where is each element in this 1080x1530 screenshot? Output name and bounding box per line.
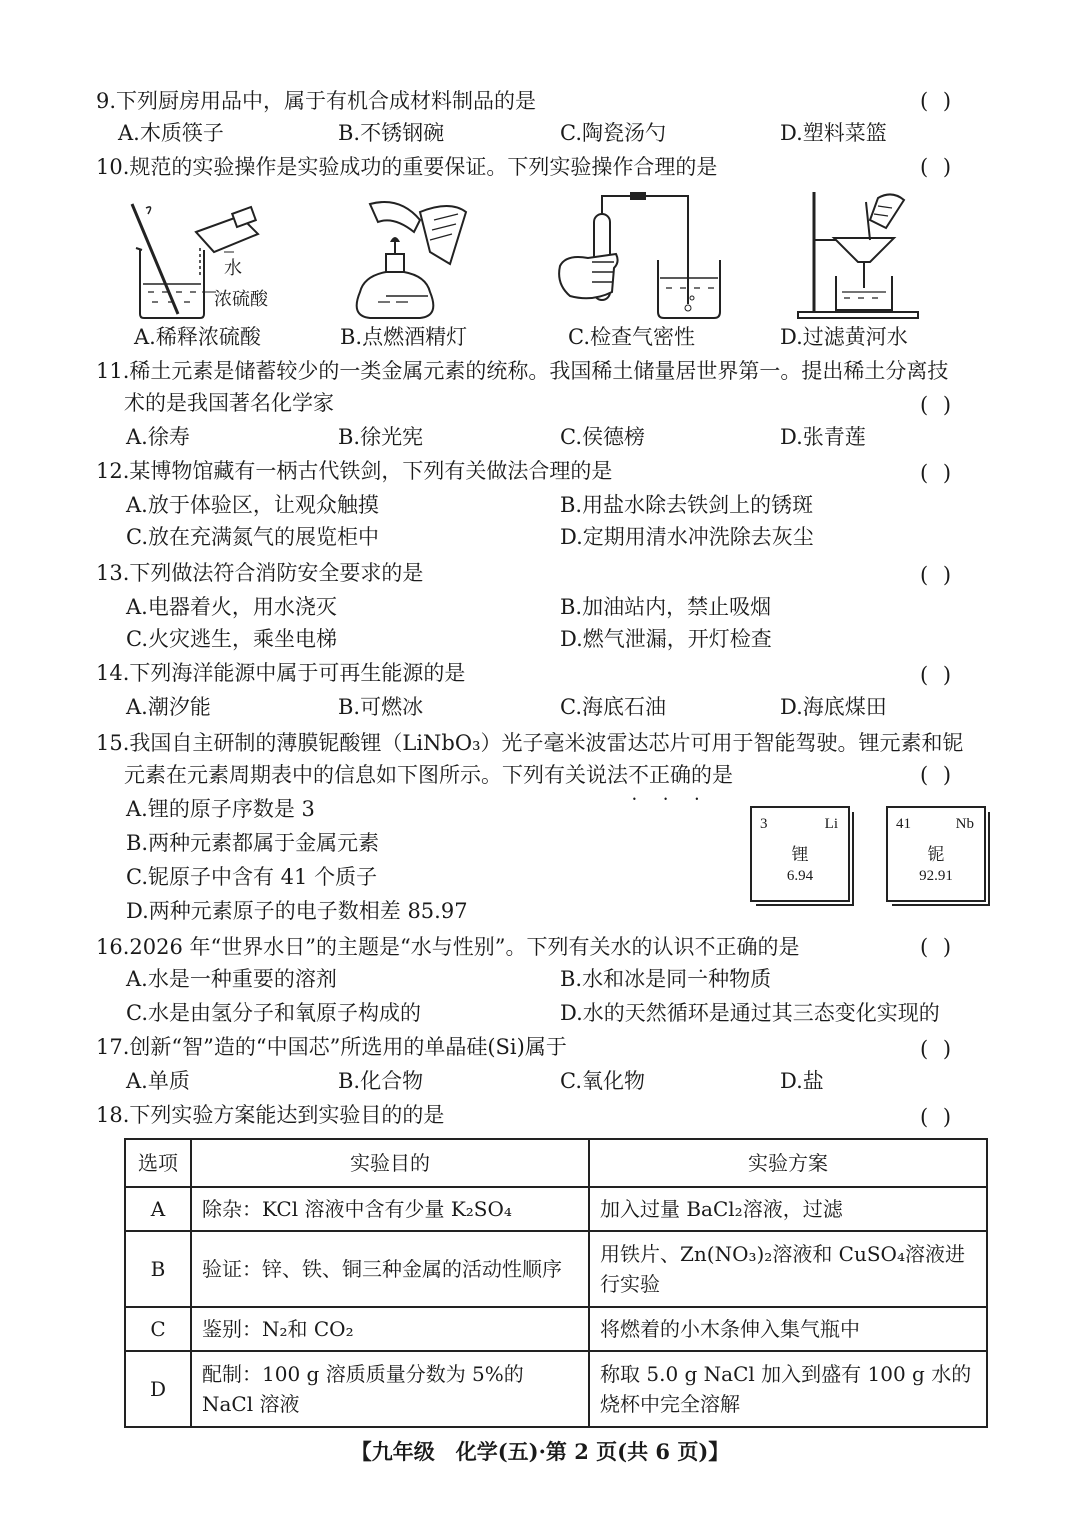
q12-option-d: D.定期用清水冲洗除去灰尘 [560,525,814,549]
q10-stem: 10.规范的实验操作是实验成功的重要保证。下列实验操作合理的是 [96,155,718,179]
q17-stem: 17.创新“智”造的“中国芯”所选用的单晶硅(Si)属于 [96,1035,567,1059]
element-card-nb [886,806,986,902]
q11-answer-paren: ( ) [920,393,956,417]
element-nb-number: 41 [896,816,911,832]
q17-option-b: B.化合物 [338,1069,424,1093]
q10-option-b: B.点燃酒精灯 [340,325,468,349]
q13-stem: 13.下列做法符合消防安全要求的是 [96,561,424,585]
q10-option-a: A.稀释浓硫酸 [134,325,261,349]
header-aim: 实验目的 [191,1139,589,1187]
q13-answer-paren: ( ) [920,563,956,587]
q9-option-d: D.塑料菜篮 [780,121,887,145]
q12-option-c: C.放在充满氮气的展览柜中 [126,525,379,549]
q17-option-a: A.单质 [126,1069,190,1093]
q16-stem-end: 的是 [757,935,800,959]
element-li-name: 锂 [791,845,809,864]
airtightness-drawing [552,192,752,322]
q11-stem-line2: 术的是我国著名化学家 [124,391,334,415]
table-row [125,1187,987,1231]
figure-alcohol-lamp [330,192,530,322]
q15-option-a: A.锂的原子序数是 3 [126,797,315,821]
q16-option-a: A.水是一种重要的溶剂 [126,967,337,991]
q12-option-b: B.用盐水除去铁剑上的锈斑 [560,493,814,517]
q16-option-d: D.水的天然循环是通过其三态变化实现的 [560,1001,940,1025]
q11-option-b: B.徐光宪 [338,425,424,449]
q14-answer-paren: ( ) [920,663,956,687]
row-b-aim: 验证：锌、铁、铜三种金属的活动性顺序 [191,1231,589,1307]
q17-answer-paren: ( ) [920,1037,956,1061]
q16-option-c: C.水是由氢分子和氧原子构成的 [126,1001,421,1025]
table-row [125,1231,987,1307]
row-c-aim: 鉴别：N₂和 CO₂ [191,1307,589,1351]
row-d-plan: 称取 5.0 g NaCl 加入到盛有 100 g 水的烧杯中完全溶解 [589,1351,987,1427]
q12-stem: 12.某博物馆藏有一柄古代铁剑，下列有关做法合理的是 [96,459,613,483]
q13-option-d: D.燃气泄漏，开灯检查 [560,627,772,651]
alcohol-lamp-drawing [330,192,530,322]
q15-stem-line1: 15.我国自主研制的薄膜铌酸锂（LiNbO₃）光子毫米波雷达芯片可用于智能驾驶。锂元素和铌 [96,731,964,755]
figure-filtration [774,192,974,322]
q17-option-d: D.盐 [780,1069,824,1093]
q9-stem: 9.下列厨房用品中，属于有机合成材料制品的是 [96,89,537,113]
q11-option-a: A.徐寿 [126,425,190,449]
figure-label-acid: 浓硫酸 [214,289,268,310]
q16-emphasis-not-correct: 不正确 • • • [694,935,757,959]
row-b-plan: 用铁片、Zn(NO₃)₂溶液和 CuSO₄溶液进行实验 [589,1231,987,1307]
element-li-symbol: Li [824,816,838,832]
q16-stem [96,932,799,962]
page-footer: 【九年级 化学(五)·第 2 页(共 6 页)】 [350,1439,730,1464]
q16-answer-paren: ( ) [920,935,956,959]
table-row [125,1351,987,1427]
row-b-option: B [125,1231,191,1307]
q10-answer-paren: ( ) [920,155,956,179]
q15-option-c: C.铌原子中含有 41 个质子 [126,865,378,889]
row-c-plan: 将燃着的小木条伸入集气瓶中 [589,1307,987,1351]
q18-answer-paren: ( ) [920,1105,956,1129]
filtration-drawing [774,192,974,322]
row-c-option: C [125,1307,191,1351]
table-row [125,1307,987,1351]
table-header-row [125,1139,987,1187]
q14-option-a: A.潮汐能 [126,695,211,719]
q12-option-a: A.放于体验区，让观众触摸 [126,493,379,517]
q11-option-c: C.侯德榜 [560,425,645,449]
row-d-aim: 配制：100 g 溶质质量分数为 5%的 NaCl 溶液 [191,1351,589,1427]
element-nb-name: 铌 [927,845,945,864]
q15-stem-line2-end: 的是 [691,763,733,787]
element-nb-mass: 92.91 [919,868,953,884]
q12-answer-paren: ( ) [920,461,956,485]
q9-option-b: B.不锈钢碗 [338,121,445,145]
q9-option-a: A.木质筷子 [118,121,224,145]
q10-option-d: D.过滤黄河水 [780,325,908,349]
row-a-plan: 加入过量 BaCl₂溶液，过滤 [589,1187,987,1231]
q15-emphasis-not-correct: 不正确 • • • [628,763,691,787]
element-card-li [750,806,850,902]
row-a-aim: 除杂：KCl 溶液中含有少量 K₂SO₄ [191,1187,589,1231]
q11-stem-line1: 11.稀土元素是储蓄较少的一类金属元素的统称。我国稀土储量居世界第一。提出稀土分离技 [96,359,949,383]
element-nb-symbol: Nb [955,816,974,832]
q9-option-c: C.陶瓷汤勺 [560,121,666,145]
q13-option-a: A.电器着火，用水浇灭 [126,595,337,619]
q14-option-b: B.可燃冰 [338,695,424,719]
element-li-number: 3 [760,816,768,832]
row-d-option: D [125,1351,191,1427]
q15-option-d: D.两种元素原子的电子数相差 85.97 [126,899,468,923]
q17-option-c: C.氧化物 [560,1069,645,1093]
q15-option-b: B.两种元素都属于金属元素 [126,831,380,855]
q13-option-b: B.加油站内，禁止吸烟 [560,595,772,619]
q14-option-d: D.海底煤田 [780,695,887,719]
q14-stem: 14.下列海洋能源中属于可再生能源的是 [96,661,466,685]
q16-option-b: B.水和冰是同一种物质 [560,967,772,991]
q13-option-c: C.火灾逃生，乘坐电梯 [126,627,337,651]
row-a-option: A [125,1187,191,1231]
q10-option-c: C.检查气密性 [568,325,695,349]
element-li-mass: 6.94 [786,868,814,884]
figure-airtightness [552,192,752,322]
q9-answer-paren: ( ) [920,89,956,113]
q16-stem-text: 16.2026 年“世界水日”的主题是“水与性别”。下列有关水的认识 [96,935,695,959]
q15-answer-paren: ( ) [920,763,956,787]
q15-stem-line2-text: 元素在元素周期表中的信息如下图所示。下列有关说法 [124,763,628,787]
q15-stem-line2 [124,760,733,790]
q18-stem: 18.下列实验方案能达到实验目的的是 [96,1103,445,1127]
q14-option-c: C.海底石油 [560,695,666,719]
experiment-table [124,1138,988,1428]
figure-label-water: 水 [224,258,242,279]
q11-option-d: D.张青莲 [780,425,866,449]
header-option: 选项 [125,1139,191,1187]
header-plan: 实验方案 [589,1139,987,1187]
